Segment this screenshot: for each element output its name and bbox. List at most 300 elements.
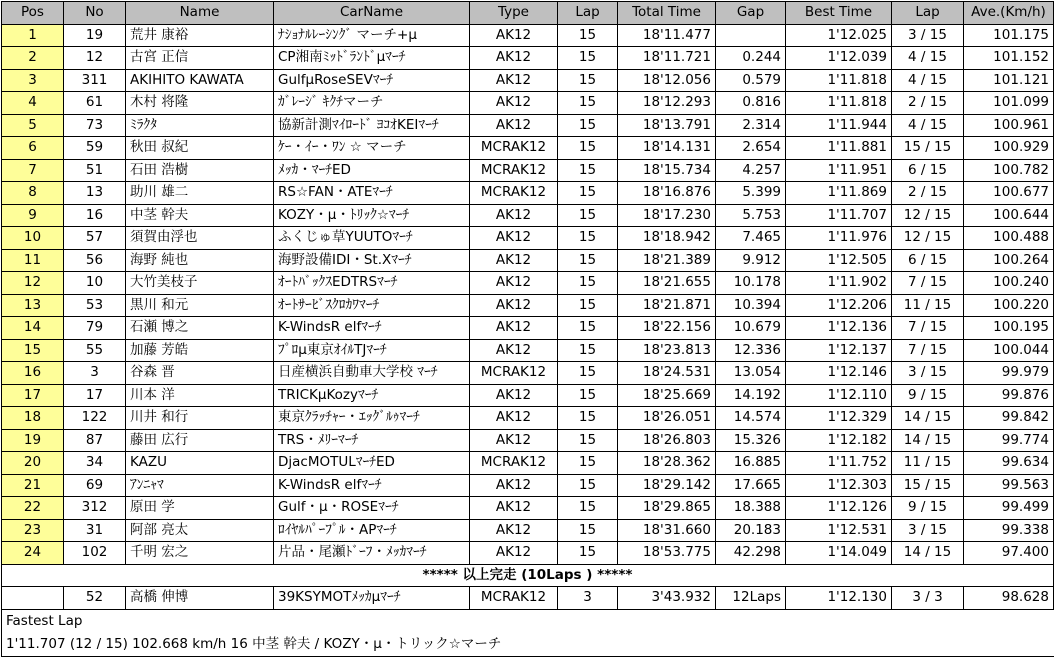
best-time-cell: 1'11.707 bbox=[786, 204, 892, 227]
car-number-cell: 51 bbox=[64, 159, 126, 182]
laps-cell: 15 bbox=[558, 384, 618, 407]
laps-cell: 15 bbox=[558, 24, 618, 47]
driver-name-cell: 海野 純也 bbox=[126, 249, 274, 272]
car-name-cell: 39KSYMOTﾒｯｶμﾏｰﾁ bbox=[274, 587, 470, 610]
gap-cell: 14.192 bbox=[716, 384, 786, 407]
table-row bbox=[2, 137, 1054, 160]
car-name-cell: 協新計測ﾏｲﾛｰﾄﾞ ﾖｺｵKEIﾏｰﾁ bbox=[274, 114, 470, 137]
total-time-cell: 18'53.775 bbox=[618, 542, 716, 565]
gap-cell: 18.388 bbox=[716, 497, 786, 520]
car-number-cell: 13 bbox=[64, 182, 126, 205]
average-speed-cell: 99.774 bbox=[964, 429, 1054, 452]
total-time-cell: 18'14.131 bbox=[618, 137, 716, 160]
car-name-cell: TRICKμKozyﾏｰﾁ bbox=[274, 384, 470, 407]
class-cell: AK12 bbox=[470, 249, 558, 272]
driver-name-cell: 須賀由浮也 bbox=[126, 227, 274, 250]
class-cell: AK12 bbox=[470, 474, 558, 497]
results-table bbox=[1, 1, 1054, 610]
average-speed-cell: 100.929 bbox=[964, 137, 1054, 160]
best-lap-cell: 2 / 15 bbox=[892, 92, 964, 115]
position-cell: 24 bbox=[2, 542, 64, 565]
class-cell: MCRAK12 bbox=[470, 587, 558, 610]
table-row bbox=[2, 249, 1054, 272]
best-lap-cell: 7 / 15 bbox=[892, 339, 964, 362]
best-lap-cell: 7 / 15 bbox=[892, 272, 964, 295]
driver-name-cell: 荒井 康裕 bbox=[126, 24, 274, 47]
car-name-cell: 海野設備IDI・St.Xﾏｰﾁ bbox=[274, 249, 470, 272]
position-cell: 20 bbox=[2, 452, 64, 475]
laps-cell: 15 bbox=[558, 159, 618, 182]
average-speed-cell: 100.240 bbox=[964, 272, 1054, 295]
average-speed-cell: 101.152 bbox=[964, 47, 1054, 70]
column-header: Lap bbox=[892, 2, 964, 25]
position-cell: 18 bbox=[2, 407, 64, 430]
best-lap-cell: 15 / 15 bbox=[892, 137, 964, 160]
best-time-cell: 1'12.110 bbox=[786, 384, 892, 407]
class-cell: AK12 bbox=[470, 519, 558, 542]
total-time-cell: 18'12.293 bbox=[618, 92, 716, 115]
laps-cell: 15 bbox=[558, 497, 618, 520]
driver-name-cell: 黒川 和元 bbox=[126, 294, 274, 317]
best-time-cell: 1'11.976 bbox=[786, 227, 892, 250]
driver-name-cell: 谷森 晋 bbox=[126, 362, 274, 385]
driver-name-cell: 古宮 正信 bbox=[126, 47, 274, 70]
gap-cell: 0.816 bbox=[716, 92, 786, 115]
results-body bbox=[2, 24, 1054, 609]
car-name-cell: K-WindsR elfﾏｰﾁ bbox=[274, 474, 470, 497]
average-speed-cell: 101.121 bbox=[964, 69, 1054, 92]
driver-name-cell: 加藤 芳皓 bbox=[126, 339, 274, 362]
best-time-cell: 1'12.206 bbox=[786, 294, 892, 317]
best-time-cell: 1'12.130 bbox=[786, 587, 892, 610]
class-cell: AK12 bbox=[470, 497, 558, 520]
best-lap-cell: 12 / 15 bbox=[892, 227, 964, 250]
total-time-cell: 18'18.942 bbox=[618, 227, 716, 250]
car-name-cell: GulfμRoseSEVﾏｰﾁ bbox=[274, 69, 470, 92]
car-name-cell: ｵｰﾄｻｰﾋﾞｽｸﾛｶﾜﾏｰﾁ bbox=[274, 294, 470, 317]
car-name-cell: CP湘南ﾐｯﾄﾞﾗﾝﾄﾞμﾏｰﾁ bbox=[274, 47, 470, 70]
average-speed-cell: 98.628 bbox=[964, 587, 1054, 610]
best-lap-cell: 9 / 15 bbox=[892, 497, 964, 520]
column-header: Name bbox=[126, 2, 274, 25]
position-cell: 13 bbox=[2, 294, 64, 317]
best-lap-cell: 12 / 15 bbox=[892, 204, 964, 227]
best-lap-cell: 14 / 15 bbox=[892, 407, 964, 430]
table-row bbox=[2, 497, 1054, 520]
car-name-cell: 日産横浜自動車大学校 ﾏｰﾁ bbox=[274, 362, 470, 385]
class-cell: AK12 bbox=[470, 69, 558, 92]
driver-name-cell: 木村 将隆 bbox=[126, 92, 274, 115]
best-time-cell: 1'11.902 bbox=[786, 272, 892, 295]
class-cell: AK12 bbox=[470, 294, 558, 317]
average-speed-cell: 99.842 bbox=[964, 407, 1054, 430]
driver-name-cell: 川本 洋 bbox=[126, 384, 274, 407]
driver-name-cell: 原田 学 bbox=[126, 497, 274, 520]
car-name-cell: ｹｰ・ｲｰ・ﾜﾝ ☆ マーチ bbox=[274, 137, 470, 160]
car-number-cell: 34 bbox=[64, 452, 126, 475]
table-row bbox=[2, 227, 1054, 250]
gap-cell: 20.183 bbox=[716, 519, 786, 542]
column-header: Lap bbox=[558, 2, 618, 25]
total-time-cell: 18'31.660 bbox=[618, 519, 716, 542]
best-time-cell: 1'12.303 bbox=[786, 474, 892, 497]
table-row bbox=[2, 587, 1054, 610]
laps-cell: 3 bbox=[558, 587, 618, 610]
total-time-cell: 18'12.056 bbox=[618, 69, 716, 92]
driver-name-cell: 千明 宏之 bbox=[126, 542, 274, 565]
best-lap-cell: 6 / 15 bbox=[892, 159, 964, 182]
car-name-cell: ﾒｯｶ・ﾏｰﾁED bbox=[274, 159, 470, 182]
position-cell: 23 bbox=[2, 519, 64, 542]
class-cell: AK12 bbox=[470, 114, 558, 137]
car-number-cell: 53 bbox=[64, 294, 126, 317]
total-time-cell: 18'24.531 bbox=[618, 362, 716, 385]
position-cell: 9 bbox=[2, 204, 64, 227]
laps-cell: 15 bbox=[558, 474, 618, 497]
total-time-cell: 18'29.865 bbox=[618, 497, 716, 520]
table-row bbox=[2, 294, 1054, 317]
class-cell: AK12 bbox=[470, 227, 558, 250]
class-cell: AK12 bbox=[470, 339, 558, 362]
car-name-cell: 東京ｸﾗｯﾁｬｰ・ｴｯｸﾞﾙｩﾏｰﾁ bbox=[274, 407, 470, 430]
driver-name-cell: 中茎 幹夫 bbox=[126, 204, 274, 227]
car-name-cell: ﾅｼｮﾅﾙﾚｰｼﾝｸﾞ マーチ+μ bbox=[274, 24, 470, 47]
class-cell: MCRAK12 bbox=[470, 182, 558, 205]
total-time-cell: 18'17.230 bbox=[618, 204, 716, 227]
best-time-cell: 1'12.505 bbox=[786, 249, 892, 272]
best-lap-cell: 7 / 15 bbox=[892, 317, 964, 340]
laps-cell: 15 bbox=[558, 407, 618, 430]
best-lap-cell: 9 / 15 bbox=[892, 384, 964, 407]
position-cell: 11 bbox=[2, 249, 64, 272]
table-row bbox=[2, 114, 1054, 137]
position-cell: 19 bbox=[2, 429, 64, 452]
best-lap-cell: 4 / 15 bbox=[892, 69, 964, 92]
gap-cell: 13.054 bbox=[716, 362, 786, 385]
laps-cell: 15 bbox=[558, 92, 618, 115]
position-cell: 16 bbox=[2, 362, 64, 385]
total-time-cell: 18'28.362 bbox=[618, 452, 716, 475]
car-name-cell: ｵｰﾄﾊﾞｯｸｽEDTRSﾏｰﾁ bbox=[274, 272, 470, 295]
position-cell: 17 bbox=[2, 384, 64, 407]
gap-cell: 12.336 bbox=[716, 339, 786, 362]
position-cell: 1 bbox=[2, 24, 64, 47]
average-speed-cell: 99.563 bbox=[964, 474, 1054, 497]
position-cell: 2 bbox=[2, 47, 64, 70]
best-time-cell: 1'12.039 bbox=[786, 47, 892, 70]
best-time-cell: 1'11.951 bbox=[786, 159, 892, 182]
total-time-cell: 3'43.932 bbox=[618, 587, 716, 610]
car-name-cell: 片品・尾瀬ﾄﾞｰﾌ・ﾒｯｶﾏｰﾁ bbox=[274, 542, 470, 565]
average-speed-cell: 101.175 bbox=[964, 24, 1054, 47]
class-cell: AK12 bbox=[470, 92, 558, 115]
best-time-cell: 1'11.944 bbox=[786, 114, 892, 137]
best-lap-cell: 11 / 15 bbox=[892, 452, 964, 475]
total-time-cell: 18'23.813 bbox=[618, 339, 716, 362]
car-number-cell: 3 bbox=[64, 362, 126, 385]
class-cell: MCRAK12 bbox=[470, 159, 558, 182]
total-time-cell: 18'26.051 bbox=[618, 407, 716, 430]
gap-cell: 2.654 bbox=[716, 137, 786, 160]
table-row bbox=[2, 519, 1054, 542]
best-time-cell: 1'14.049 bbox=[786, 542, 892, 565]
best-lap-cell: 11 / 15 bbox=[892, 294, 964, 317]
best-time-cell: 1'11.818 bbox=[786, 69, 892, 92]
best-time-cell: 1'12.329 bbox=[786, 407, 892, 430]
best-time-cell: 1'12.137 bbox=[786, 339, 892, 362]
average-speed-cell: 99.979 bbox=[964, 362, 1054, 385]
laps-cell: 15 bbox=[558, 542, 618, 565]
best-time-cell: 1'12.146 bbox=[786, 362, 892, 385]
total-time-cell: 18'13.791 bbox=[618, 114, 716, 137]
laps-cell: 15 bbox=[558, 249, 618, 272]
average-speed-cell: 100.961 bbox=[964, 114, 1054, 137]
class-cell: AK12 bbox=[470, 542, 558, 565]
laps-cell: 15 bbox=[558, 519, 618, 542]
table-row bbox=[2, 384, 1054, 407]
best-lap-cell: 4 / 15 bbox=[892, 47, 964, 70]
car-number-cell: 55 bbox=[64, 339, 126, 362]
laps-cell: 15 bbox=[558, 47, 618, 70]
laps-cell: 15 bbox=[558, 429, 618, 452]
laps-cell: 15 bbox=[558, 69, 618, 92]
table-row bbox=[2, 69, 1054, 92]
gap-cell: 14.574 bbox=[716, 407, 786, 430]
best-lap-cell: 6 / 15 bbox=[892, 249, 964, 272]
class-cell: AK12 bbox=[470, 204, 558, 227]
best-lap-cell: 15 / 15 bbox=[892, 474, 964, 497]
table-row bbox=[2, 272, 1054, 295]
laps-cell: 15 bbox=[558, 362, 618, 385]
laps-cell: 15 bbox=[558, 294, 618, 317]
car-number-cell: 61 bbox=[64, 92, 126, 115]
gap-cell: 15.326 bbox=[716, 429, 786, 452]
class-cell: AK12 bbox=[470, 429, 558, 452]
car-number-cell: 17 bbox=[64, 384, 126, 407]
best-time-cell: 1'12.531 bbox=[786, 519, 892, 542]
table-row bbox=[2, 317, 1054, 340]
average-speed-cell: 99.876 bbox=[964, 384, 1054, 407]
car-number-cell: 56 bbox=[64, 249, 126, 272]
driver-name-cell: KAZU bbox=[126, 452, 274, 475]
class-cell: AK12 bbox=[470, 272, 558, 295]
class-cell: AK12 bbox=[470, 384, 558, 407]
position-cell: 12 bbox=[2, 272, 64, 295]
car-number-cell: 12 bbox=[64, 47, 126, 70]
position-cell: 14 bbox=[2, 317, 64, 340]
table-row bbox=[2, 339, 1054, 362]
driver-name-cell: ﾐﾗｸﾀ bbox=[126, 114, 274, 137]
header-row bbox=[2, 2, 1054, 25]
table-row bbox=[2, 24, 1054, 47]
car-number-cell: 102 bbox=[64, 542, 126, 565]
average-speed-cell: 101.099 bbox=[964, 92, 1054, 115]
gap-cell: 2.314 bbox=[716, 114, 786, 137]
column-header: No bbox=[64, 2, 126, 25]
driver-name-cell: 秋田 叔紀 bbox=[126, 137, 274, 160]
position-cell: 10 bbox=[2, 227, 64, 250]
table-row bbox=[2, 182, 1054, 205]
car-name-cell: TRS・ﾒﾘｰﾏｰﾁ bbox=[274, 429, 470, 452]
average-speed-cell: 100.677 bbox=[964, 182, 1054, 205]
position-cell bbox=[2, 587, 64, 610]
car-number-cell: 79 bbox=[64, 317, 126, 340]
position-cell: 3 bbox=[2, 69, 64, 92]
driver-name-cell: 阿部 亮太 bbox=[126, 519, 274, 542]
class-cell: AK12 bbox=[470, 24, 558, 47]
best-time-cell: 1'12.182 bbox=[786, 429, 892, 452]
driver-name-cell: 川井 和行 bbox=[126, 407, 274, 430]
gap-cell: 17.665 bbox=[716, 474, 786, 497]
gap-cell: 5.753 bbox=[716, 204, 786, 227]
position-cell: 6 bbox=[2, 137, 64, 160]
gap-cell: 10.178 bbox=[716, 272, 786, 295]
total-time-cell: 18'16.876 bbox=[618, 182, 716, 205]
gap-cell: 9.912 bbox=[716, 249, 786, 272]
class-cell: AK12 bbox=[470, 317, 558, 340]
best-time-cell: 1'11.818 bbox=[786, 92, 892, 115]
position-cell: 7 bbox=[2, 159, 64, 182]
fastest-lap-panel bbox=[1, 610, 1054, 657]
position-cell: 4 bbox=[2, 92, 64, 115]
table-row bbox=[2, 47, 1054, 70]
laps-cell: 15 bbox=[558, 272, 618, 295]
laps-cell: 15 bbox=[558, 137, 618, 160]
position-cell: 5 bbox=[2, 114, 64, 137]
position-cell: 22 bbox=[2, 497, 64, 520]
laps-cell: 15 bbox=[558, 339, 618, 362]
position-cell: 8 bbox=[2, 182, 64, 205]
table-row bbox=[2, 407, 1054, 430]
car-name-cell: ﾛｲﾔﾙﾊﾟｰﾌﾟﾙ・APﾏｰﾁ bbox=[274, 519, 470, 542]
best-time-cell: 1'12.126 bbox=[786, 497, 892, 520]
table-row bbox=[2, 159, 1054, 182]
position-cell: 21 bbox=[2, 474, 64, 497]
car-number-cell: 52 bbox=[64, 587, 126, 610]
gap-cell: 10.679 bbox=[716, 317, 786, 340]
driver-name-cell: 助川 雄二 bbox=[126, 182, 274, 205]
best-lap-cell: 14 / 15 bbox=[892, 429, 964, 452]
laps-cell: 15 bbox=[558, 182, 618, 205]
gap-cell: 0.579 bbox=[716, 69, 786, 92]
average-speed-cell: 100.488 bbox=[964, 227, 1054, 250]
laps-cell: 15 bbox=[558, 452, 618, 475]
car-name-cell: ﾌﾟﾛμ東京ｵｲﾙTJﾏｰﾁ bbox=[274, 339, 470, 362]
column-header: Gap bbox=[716, 2, 786, 25]
fastest-lap-info: 1'11.707 (12 / 15) 102.668 km/h 16 中茎 幹夫 / KOZY・μ・トリック☆マーチ bbox=[6, 635, 502, 652]
car-number-cell: 122 bbox=[64, 407, 126, 430]
table-row bbox=[2, 362, 1054, 385]
column-header: Ave.(Km/h) bbox=[964, 2, 1054, 25]
car-number-cell: 57 bbox=[64, 227, 126, 250]
class-cell: MCRAK12 bbox=[470, 452, 558, 475]
total-time-cell: 18'15.734 bbox=[618, 159, 716, 182]
car-number-cell: 16 bbox=[64, 204, 126, 227]
average-speed-cell: 100.264 bbox=[964, 249, 1054, 272]
laps-cell: 15 bbox=[558, 317, 618, 340]
best-time-cell: 1'11.752 bbox=[786, 452, 892, 475]
car-number-cell: 73 bbox=[64, 114, 126, 137]
table-row bbox=[2, 429, 1054, 452]
car-name-cell: ｶﾞﾚｰｼﾞ ｷｸﾁマーチ bbox=[274, 92, 470, 115]
driver-name-cell: 藤田 広行 bbox=[126, 429, 274, 452]
driver-name-cell: 大竹美枝子 bbox=[126, 272, 274, 295]
column-header: Type bbox=[470, 2, 558, 25]
average-speed-cell: 99.338 bbox=[964, 519, 1054, 542]
total-time-cell: 18'11.477 bbox=[618, 24, 716, 47]
gap-cell bbox=[716, 24, 786, 47]
gap-cell: 10.394 bbox=[716, 294, 786, 317]
total-time-cell: 18'29.142 bbox=[618, 474, 716, 497]
best-lap-cell: 3 / 15 bbox=[892, 24, 964, 47]
driver-name-cell: ｱﾝﾆｬﾏ bbox=[126, 474, 274, 497]
average-speed-cell: 99.499 bbox=[964, 497, 1054, 520]
car-number-cell: 69 bbox=[64, 474, 126, 497]
car-number-cell: 87 bbox=[64, 429, 126, 452]
total-time-cell: 18'21.871 bbox=[618, 294, 716, 317]
driver-name-cell: 石瀬 博之 bbox=[126, 317, 274, 340]
car-name-cell: DjacMOTULﾏｰﾁED bbox=[274, 452, 470, 475]
car-name-cell: Gulf・μ・ROSEﾏｰﾁ bbox=[274, 497, 470, 520]
table-row bbox=[2, 452, 1054, 475]
best-lap-cell: 14 / 15 bbox=[892, 542, 964, 565]
finishers-separator-row bbox=[2, 564, 1054, 587]
position-cell: 15 bbox=[2, 339, 64, 362]
table-row bbox=[2, 542, 1054, 565]
average-speed-cell: 100.220 bbox=[964, 294, 1054, 317]
car-number-cell: 312 bbox=[64, 497, 126, 520]
driver-name-cell: 高橋 伸博 bbox=[126, 587, 274, 610]
gap-cell: 4.257 bbox=[716, 159, 786, 182]
best-time-cell: 1'12.136 bbox=[786, 317, 892, 340]
column-header: Best Time bbox=[786, 2, 892, 25]
average-speed-cell: 97.400 bbox=[964, 542, 1054, 565]
class-cell: MCRAK12 bbox=[470, 362, 558, 385]
table-row bbox=[2, 92, 1054, 115]
car-name-cell: KOZY・μ・ﾄﾘｯｸ☆ﾏｰﾁ bbox=[274, 204, 470, 227]
car-number-cell: 31 bbox=[64, 519, 126, 542]
car-number-cell: 311 bbox=[64, 69, 126, 92]
average-speed-cell: 100.782 bbox=[964, 159, 1054, 182]
best-time-cell: 1'11.881 bbox=[786, 137, 892, 160]
total-time-cell: 18'11.721 bbox=[618, 47, 716, 70]
car-name-cell: K-WindsR elfﾏｰﾁ bbox=[274, 317, 470, 340]
laps-cell: 15 bbox=[558, 114, 618, 137]
car-number-cell: 10 bbox=[64, 272, 126, 295]
laps-cell: 15 bbox=[558, 204, 618, 227]
gap-cell: 0.244 bbox=[716, 47, 786, 70]
column-header: CarName bbox=[274, 2, 470, 25]
best-time-cell: 1'11.869 bbox=[786, 182, 892, 205]
car-number-cell: 59 bbox=[64, 137, 126, 160]
total-time-cell: 18'25.669 bbox=[618, 384, 716, 407]
average-speed-cell: 99.634 bbox=[964, 452, 1054, 475]
total-time-cell: 18'22.156 bbox=[618, 317, 716, 340]
total-time-cell: 18'21.389 bbox=[618, 249, 716, 272]
gap-cell: 42.298 bbox=[716, 542, 786, 565]
driver-name-cell: AKIHITO KAWATA bbox=[126, 69, 274, 92]
total-time-cell: 18'21.655 bbox=[618, 272, 716, 295]
table-row bbox=[2, 204, 1054, 227]
gap-cell: 16.885 bbox=[716, 452, 786, 475]
car-number-cell: 19 bbox=[64, 24, 126, 47]
best-lap-cell: 3 / 15 bbox=[892, 362, 964, 385]
best-lap-cell: 4 / 15 bbox=[892, 114, 964, 137]
car-name-cell: ふくじゅ草YUUTOﾏｰﾁ bbox=[274, 227, 470, 250]
column-header: Pos bbox=[2, 2, 64, 25]
class-cell: MCRAK12 bbox=[470, 137, 558, 160]
best-time-cell: 1'12.025 bbox=[786, 24, 892, 47]
